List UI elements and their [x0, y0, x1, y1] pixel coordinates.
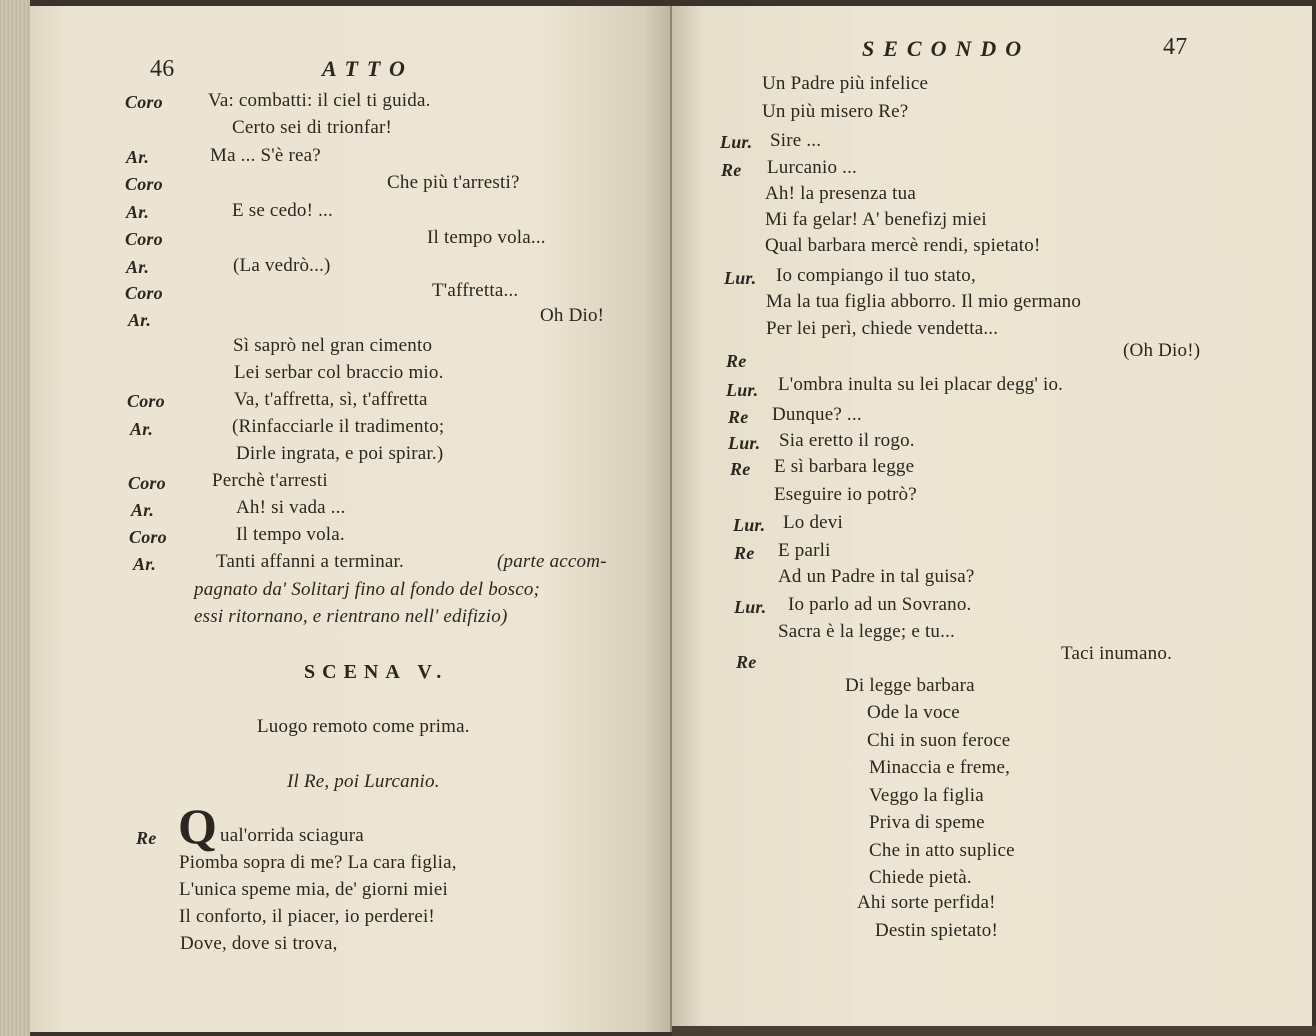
verse-line: Un più misero Re? [762, 101, 909, 122]
aria-line: Veggo la figlia [869, 785, 984, 806]
page-edges [0, 0, 30, 1036]
speaker-label: Coro [125, 283, 163, 303]
stage-direction: essi ritornano, e rientrano nell' edifizio) [194, 606, 508, 627]
verse-line: Dove, dove si trova, [180, 933, 338, 954]
aria-line: Di legge barbara [845, 675, 975, 696]
verse-line: Lurcanio ... [767, 157, 857, 178]
speaker-label: Ar. [126, 202, 150, 222]
aria-line: Chiede pietà. [869, 867, 972, 888]
speaker-label: Coro [125, 229, 163, 249]
stage-direction: pagnato da' Solitarj fino al fondo del bosco; [194, 579, 541, 600]
verse-line: Sacra è la legge; e tu... [778, 621, 955, 642]
verse-line: Ma ... S'è rea? [210, 145, 321, 166]
speaker-label: Re [136, 828, 157, 848]
verse-line: E se cedo! ... [232, 200, 333, 221]
scene-title: SCENA V. [304, 661, 449, 683]
verse-line: Ma la tua figlia abborro. Il mio germano [766, 291, 1082, 312]
verse-line: Il tempo vola... [427, 227, 546, 248]
verse-line: Il conforto, il piacer, io perderei! [179, 906, 435, 927]
verse-line: L'unica speme mia, de' giorni miei [179, 879, 449, 900]
verse-line: L'ombra inulta su lei placar degg' io. [778, 374, 1064, 395]
verse-line: (La vedrò...) [233, 255, 331, 276]
verse-line: Sia eretto il rogo. [779, 430, 915, 451]
speaker-label: Ar. [131, 500, 155, 520]
verse-line: Lo devi [783, 512, 843, 533]
verse-line: Perchè t'arresti [212, 470, 328, 491]
aria-line: Chi in suon feroce [867, 730, 1011, 751]
speaker-label: Lur. [734, 597, 767, 617]
left-page-number: 46 [150, 56, 175, 82]
right-page-number: 47 [1163, 34, 1188, 60]
verse-line: Va: combatti: il ciel ti guida. [208, 90, 431, 111]
stage-direction: (parte accom- [497, 551, 607, 572]
verse-line: Sire ... [770, 130, 822, 151]
speaker-label: Coro [127, 391, 165, 411]
aria-line: Minaccia e freme, [869, 757, 1011, 778]
aria-line: Ahi sorte perfida! [857, 892, 996, 913]
verse-line: Dunque? ... [772, 404, 862, 425]
drop-cap: Q [178, 798, 218, 854]
speaker-label: Ar. [126, 257, 150, 277]
verse-line: Dirle ingrata, e poi spirar.) [236, 443, 444, 464]
verse-line: Il tempo vola. [236, 524, 345, 545]
verse-line: Ah! la presenza tua [765, 183, 916, 204]
speaker-label: Ar. [133, 554, 157, 574]
aria-line: Che in atto suplice [869, 840, 1015, 861]
speaker-label: Ar. [128, 310, 152, 330]
verse-line: Io parlo ad un Sovrano. [788, 594, 972, 615]
right-running-head: SECONDO [862, 36, 1031, 61]
speaker-label: Re [726, 351, 747, 371]
verse-line: E parli [778, 540, 831, 561]
verse-line: Taci inumano. [1061, 643, 1173, 664]
aria-line: Ode la voce [867, 702, 960, 723]
verse-line: Va, t'affretta, sì, t'affretta [234, 389, 428, 410]
verse-line: Lei serbar col braccio mio. [234, 362, 444, 383]
speaker-label: Re [721, 160, 742, 180]
speaker-label: Ar. [126, 147, 150, 167]
speaker-label: Coro [125, 92, 163, 112]
speaker-label: Re [730, 459, 751, 479]
verse-line: E sì barbara legge [774, 456, 915, 477]
verse-line: Ad un Padre in tal guisa? [778, 566, 975, 587]
speaker-label: Coro [128, 473, 166, 493]
speaker-label: Re [734, 543, 755, 563]
speaker-label: Lur. [720, 132, 753, 152]
verse-line: Che più t'arresti? [387, 172, 520, 193]
speaker-label: Ar. [130, 419, 154, 439]
speaker-label: Lur. [728, 433, 761, 453]
verse-line: Qual barbara mercè rendi, spietato! [765, 235, 1041, 256]
speaker-label: Re [728, 407, 749, 427]
verse-line: Ah! si vada ... [236, 497, 346, 518]
speaker-label: Lur. [726, 380, 759, 400]
verse-line: ual'orrida sciagura [220, 825, 364, 846]
verse-line: (Rinfacciarle il tradimento; [232, 416, 445, 437]
verse-line: Un Padre più infelice [762, 73, 929, 94]
speaker-label: Lur. [724, 268, 757, 288]
verse-line: (Oh Dio!) [1123, 340, 1201, 361]
verse-line: Oh Dio! [540, 305, 605, 326]
verse-line: Eseguire io potrò? [774, 484, 917, 505]
speaker-label: Coro [129, 527, 167, 547]
bottom-page-edge [672, 1026, 1316, 1036]
verse-line: Certo sei di trionfar! [232, 117, 393, 138]
verse-line: Per lei perì, chiede vendetta... [766, 318, 999, 339]
verse-line: T'affretta... [432, 280, 519, 301]
left-running-head: ATTO [322, 56, 414, 81]
verse-line: Mi fa gelar! A' benefizj miei [765, 209, 987, 230]
scene-characters: Il Re, poi Lurcanio. [287, 771, 440, 792]
scene-place: Luogo remoto come prima. [257, 716, 470, 737]
verse-line: Piomba sopra di me? La cara figlia, [179, 852, 457, 873]
speaker-label: Lur. [733, 515, 766, 535]
aria-line: Destin spietato! [875, 920, 998, 941]
aria-line: Priva di speme [869, 812, 985, 833]
speaker-label: Re [736, 652, 757, 672]
verse-line: Io compiango il tuo stato, [776, 265, 976, 286]
verse-line: Sì saprò nel gran cimento [233, 335, 433, 356]
verse-line: Tanti affanni a terminar. [216, 551, 404, 572]
speaker-label: Coro [125, 174, 163, 194]
